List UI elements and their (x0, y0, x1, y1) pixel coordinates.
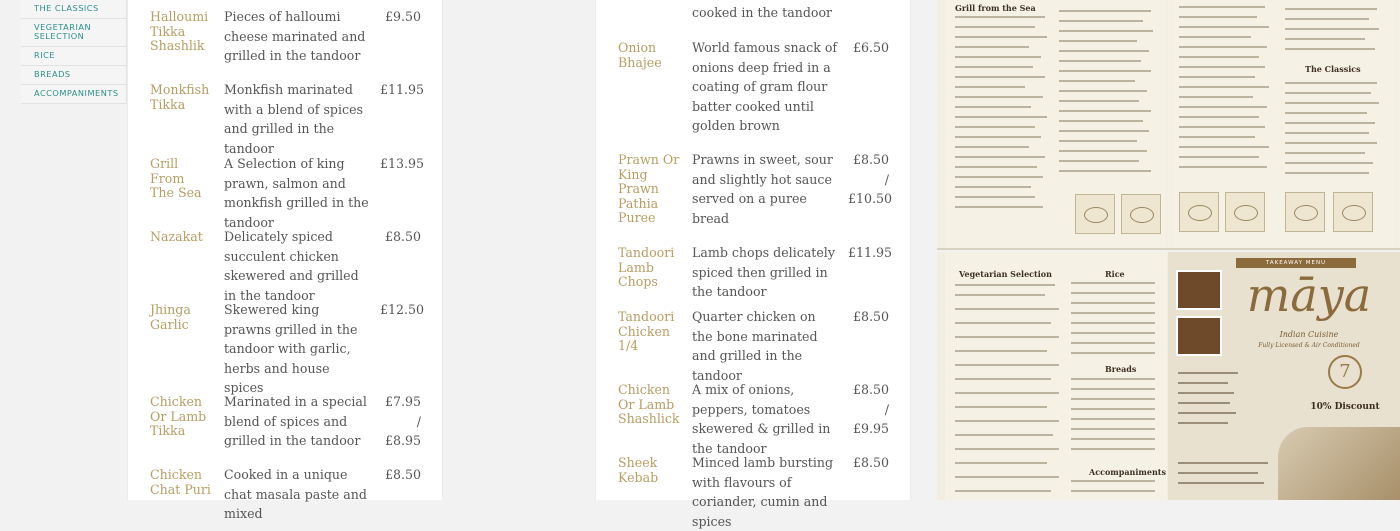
dish-name: Monkfish Tikka (150, 82, 210, 112)
dish-price: £9.50 (384, 9, 421, 24)
menu-heading: Grill from the Sea (955, 3, 1036, 13)
dish-price: £7.95 / £8.95 (384, 394, 421, 448)
dish-name: Halloumi Tikka Shashlik (150, 9, 209, 53)
dish-description: A mix of onions, peppers, tomatoes skewered & grilled in the tandoor (692, 382, 831, 456)
menu-page (1173, 0, 1395, 248)
food-photo (1176, 316, 1222, 356)
menu-image-outside[interactable] (937, 252, 1400, 500)
menu-heading: Breads (1105, 364, 1137, 374)
dish-name: Nazakat (150, 229, 203, 244)
dish-name: Prawn Or King Prawn Pathia Puree (618, 152, 680, 225)
dish-price: £6.50 (852, 40, 889, 55)
dish-description: Quarter chicken on the bone marinated and grilled in the tandoor (692, 309, 818, 383)
menu-page (945, 252, 1167, 500)
dish-name: Jhinga Garlic (150, 302, 191, 332)
menu-column-right (595, 0, 911, 529)
dish-description: A Selection of king prawn, salmon and monkfish grilled in the tandoor (224, 156, 369, 230)
category-nav (21, 0, 127, 104)
dish-price: £11.95 (848, 245, 893, 260)
dish-price: £8.50 (852, 309, 889, 324)
dish-name: Tandoori Lamb Chops (618, 245, 675, 289)
menu-cover (1168, 252, 1400, 500)
menu-image-inside[interactable] (937, 0, 1400, 250)
nav-item-the-classics[interactable]: THE CLASSICS (21, 0, 126, 19)
dish-price: £8.50 (384, 229, 421, 244)
dish-description: Prawns in sweet, sour and slightly hot sauce served on a puree bread (692, 152, 833, 226)
nav-item-breads[interactable]: BREADS (21, 66, 126, 85)
dish-description: Marinated in a special blend of spices and grilled in the tandoor (224, 394, 367, 448)
dish-description: Lamb chops delicately spiced then grilled in the tandoor (692, 245, 835, 299)
nav-item-rice[interactable]: RICE (21, 47, 126, 66)
anniversary-badge: 7 (1328, 355, 1362, 389)
menu-heading: Rice (1105, 269, 1125, 279)
nav-item-accompaniments[interactable]: ACCOMPANIMENTS (21, 85, 126, 104)
dish-description: Monkfish marinated with a blend of spices and grilled in the tandoor (224, 82, 363, 156)
dish-name: Grill From The Sea (150, 156, 202, 200)
dish-price: £8.50 (384, 467, 421, 482)
nav-item-vegetarian-selection[interactable]: VEGETARIAN SELECTION (21, 19, 126, 47)
menu-heading: Vegetarian Selection (959, 269, 1052, 279)
dish-price: £11.95 (380, 82, 425, 97)
dish-name: Chicken Chat Puri (150, 467, 211, 497)
dish-description: Skewered king prawns grilled in the tandoor with garlic, herbs and house spices (224, 302, 358, 395)
dish-price: £8.50 / £10.50 (848, 152, 893, 206)
dish-description: World famous snack of onions deep fried in a coating of gram flour batter cooked until golden brown (692, 40, 838, 133)
dish-name: Chicken Or Lamb Tikka (150, 394, 207, 438)
food-photo (1176, 270, 1222, 310)
menu-column-left (127, 0, 443, 521)
dish-price: £8.50 / £9.95 (852, 382, 889, 436)
maya-logo: māya (1246, 268, 1372, 322)
cover-subtitle: Indian Cuisine (1279, 330, 1339, 339)
dish-price: £13.95 (380, 156, 425, 171)
dish-name: Tandoori Chicken 1/4 (618, 309, 675, 353)
dish-description: Minced lamb bursting with flavours of coriander, cumin and spices (692, 455, 834, 529)
discount-label: 10% Discount (1310, 402, 1380, 412)
menu-heading: Accompaniments (1089, 467, 1166, 477)
spice-bowls-image (1278, 427, 1400, 500)
dish-price: £8.50 (852, 455, 889, 470)
dish-name: Sheek Kebab (618, 455, 659, 485)
cover-label: TAKEAWAY MENU (1236, 258, 1356, 268)
dish-description: Cooked in a unique chat masala paste and mixed (224, 467, 367, 521)
menu-heading: The Classics (1305, 64, 1361, 74)
dish-description: Pieces of halloumi cheese marinated and grilled in the tandoor (224, 9, 366, 63)
dish-description: Delicately spiced succulent chicken skewered and grilled in the tandoor (224, 229, 359, 303)
cover-tagline: Fully Licensed & Air Conditioned (1258, 342, 1360, 349)
dish-description: cooked in the tandoor (692, 5, 833, 20)
dish-price: £12.50 (380, 302, 425, 317)
dish-name: Onion Bhajee (618, 40, 662, 70)
menu-page (945, 0, 1165, 248)
dish-name: Chicken Or Lamb Shashlick (618, 382, 680, 426)
